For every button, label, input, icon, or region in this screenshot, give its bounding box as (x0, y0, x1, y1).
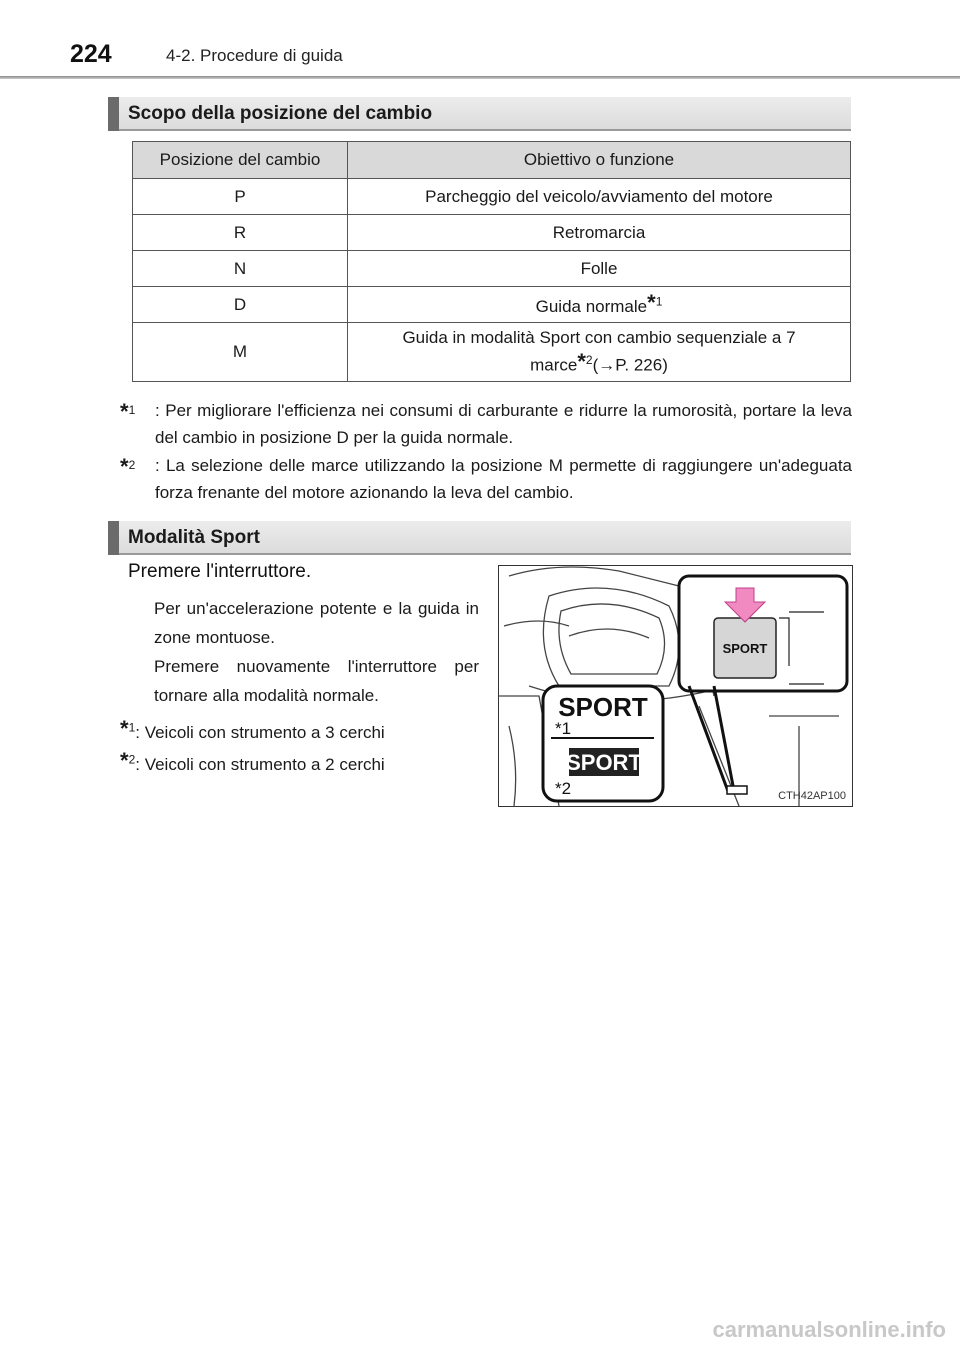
watermark-text: carmanualsonline.info (712, 1317, 946, 1342)
table-row (133, 215, 851, 251)
cell-function (348, 323, 851, 382)
section-title: Modalità Sport (128, 527, 260, 548)
dashboard-drawing (499, 566, 852, 806)
illustration-code: CTH42AP100 (778, 790, 846, 802)
cell-position: M (133, 323, 348, 382)
meter-note-2 (120, 750, 385, 776)
footnote-number: 2 (128, 458, 136, 472)
sport-switch-illustration (498, 565, 853, 807)
cell-function: Retromarcia (348, 215, 851, 251)
table-row (133, 251, 851, 287)
note-text: : Veicoli con strumento a 2 cerchi (135, 755, 385, 774)
cell-position: R (133, 215, 348, 251)
section-title: Scopo della posizione del cambio (128, 103, 433, 124)
footnote-number: 1 (655, 293, 663, 308)
marker-2: *2 (555, 779, 572, 798)
page-header (0, 0, 960, 80)
footnote-star: * (120, 748, 129, 773)
paragraph-return: Premere nuovamente l'interruttore per tornare alla modalità normale. (154, 657, 479, 705)
page-reference: (→P. 226) (592, 355, 668, 375)
footnote-star: * (120, 453, 129, 479)
table-row (133, 323, 851, 382)
paragraph-purpose: Per un'accelerazione potente e la guida in zone montuose. (154, 599, 479, 647)
cell-position: P (133, 179, 348, 215)
footnote-number: 2 (128, 752, 136, 767)
cell-function: Folle (348, 251, 851, 287)
note-text: : Veicoli con strumento a 3 cerchi (135, 723, 385, 742)
function-text: Guida normale (535, 296, 648, 316)
cell-position: N (133, 251, 348, 287)
cell-function (348, 287, 851, 323)
indicator-sport-3-circle: SPORT (558, 692, 648, 722)
column-header-position: Posizione del cambio (133, 142, 348, 179)
footnote-text: : Per migliorare l'efficienza nei consumi di carburante e ridurre la rumorosità, portare la leva del cambio in posizione D per la guida normale. (155, 401, 852, 447)
cell-position: D (133, 287, 348, 323)
function-text-line1: Guida in modalità Sport con cambio sequenziale a 7 (402, 328, 796, 348)
table-row (133, 287, 851, 323)
section-heading-gear-purpose (108, 97, 851, 131)
footnote-star: * (120, 398, 129, 424)
section-heading-sport-mode (108, 521, 851, 555)
meter-note-1 (120, 718, 385, 744)
indicator-sport-2-circle: SPORT (566, 750, 642, 775)
step-instruction: Premere l'interruttore. (128, 561, 312, 582)
function-text-line2: marce (530, 355, 578, 375)
gear-position-table (132, 141, 851, 382)
column-header-function: Obiettivo o funzione (348, 142, 851, 179)
footnote-text: : La selezione delle marce utilizzando la posizione M permette di raggiungere un'adeguata forza frenante del motore azionando la leva del cambio. (155, 456, 852, 502)
button-label: SPORT (722, 641, 768, 656)
switch-location (727, 786, 747, 794)
footnote-number: 1 (128, 403, 136, 417)
footnote-star: * (647, 289, 656, 315)
footnote-number: 1 (128, 720, 136, 735)
footnote-star: * (120, 716, 129, 741)
footnote-number: 2 (585, 353, 593, 368)
header-rule (0, 76, 960, 79)
table-row (133, 179, 851, 215)
marker-1: *1 (555, 719, 572, 738)
table-header-row (133, 142, 851, 179)
footnote-star: * (577, 348, 586, 374)
footnote-1 (120, 397, 852, 453)
chapter-title: 4-2. Procedure di guida (166, 46, 343, 65)
cell-function: Parcheggio del veicolo/avviamento del motore (348, 179, 851, 215)
page-number: 224 (70, 40, 112, 68)
footnote-2 (120, 452, 852, 508)
